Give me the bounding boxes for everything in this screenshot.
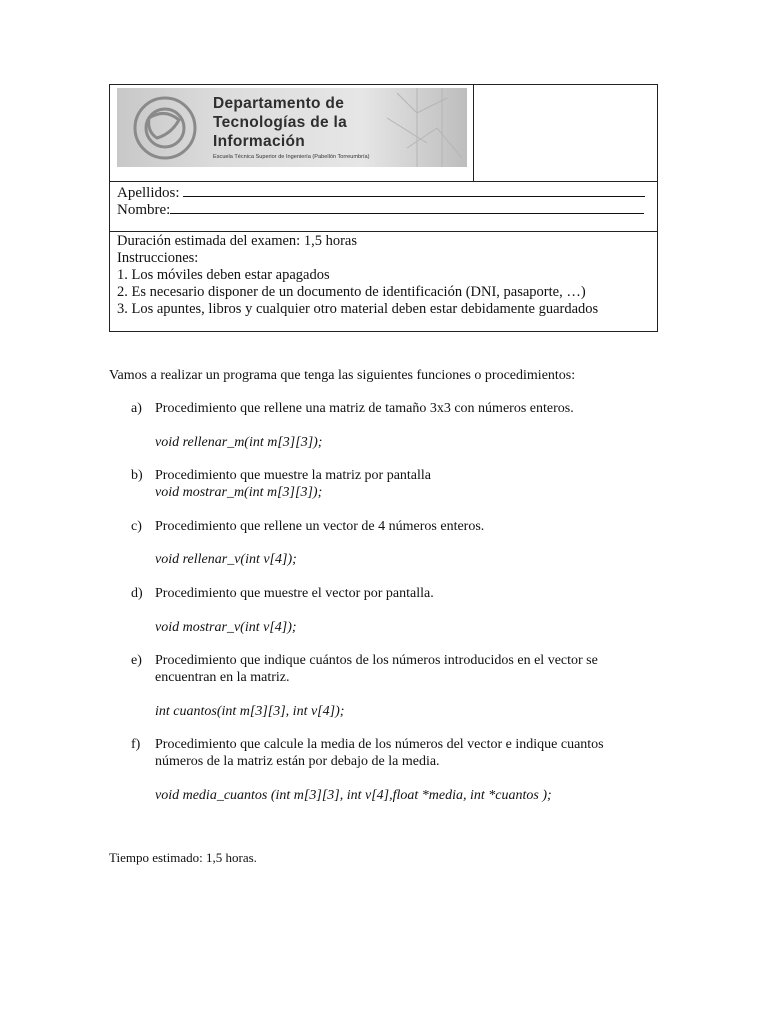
intro-paragraph: Vamos a realizar un programa que tenga las siguientes funciones o procedimientos:	[109, 368, 576, 383]
instructions-heading: Instrucciones:	[117, 250, 199, 266]
task-marker: e)	[131, 653, 142, 668]
task-description: Procedimiento que rellene un vector de 4 números enteros.	[155, 519, 485, 534]
logo-line-2: Tecnologías de la	[213, 114, 348, 131]
task-signature: void rellenar_v(int v[4]);	[155, 552, 297, 567]
task-description: Procedimiento que calcule la media de los números del vector e indique cuantos	[155, 737, 604, 752]
name-blank[interactable]	[170, 200, 644, 214]
name-label: Nombre:	[117, 202, 171, 218]
logo-subtitle: Escuela Técnica Superior de Ingeniería (Pabellón Torreumbría)	[213, 154, 370, 160]
name-field[interactable]	[117, 200, 644, 219]
instruction-item: 3. Los apuntes, libros y cualquier otro material deben estar debidamente guardados	[117, 301, 599, 317]
estimated-time: Tiempo estimado: 1,5 horas.	[109, 850, 257, 865]
task-marker: b)	[131, 468, 143, 483]
exam-header-table	[109, 84, 658, 332]
task-description: Procedimiento que rellene una matriz de tamaño 3x3 con números enteros.	[155, 401, 574, 416]
task-marker: f)	[131, 737, 141, 752]
task-description: encuentran en la matriz.	[155, 670, 290, 685]
task-signature: int cuantos(int m[3][3], int v[4]);	[155, 704, 345, 719]
task-marker: c)	[131, 519, 142, 534]
task-signature: void media_cuantos (int m[3][3], int v[4],float *media, int *cuantos );	[155, 788, 552, 803]
surname-label: Apellidos:	[117, 185, 180, 201]
instruction-item: 2. Es necesario disponer de un documento de identificación (DNI, pasaporte, …)	[117, 284, 586, 300]
instruction-item: 1. Los móviles deben estar apagados	[117, 267, 330, 283]
task-signature: void mostrar_v(int v[4]);	[155, 620, 297, 635]
task-description: Procedimiento que indique cuántos de los números introducidos en el vector se	[155, 653, 598, 668]
logo-line-1: Departamento de	[213, 95, 345, 112]
department-logo	[117, 88, 467, 167]
task-description: números de la matriz están por debajo de la media.	[155, 754, 440, 769]
student-fields-row	[110, 181, 657, 231]
task-signature: void mostrar_m(int m[3][3]);	[155, 485, 323, 500]
logo-cell	[110, 85, 474, 181]
task-description: Procedimiento que muestre el vector por pantalla.	[155, 586, 434, 601]
task-description: Procedimiento que muestre la matriz por pantalla	[155, 468, 432, 483]
task-signature: void rellenar_m(int m[3][3]);	[155, 435, 323, 450]
logo-line-3: Información	[213, 133, 306, 150]
task-marker: a)	[131, 401, 142, 416]
instructions-row	[110, 231, 657, 331]
task-marker: d)	[131, 586, 143, 601]
surname-blank[interactable]	[183, 183, 645, 197]
exam-duration: Duración estimada del examen: 1,5 horas	[117, 233, 357, 249]
